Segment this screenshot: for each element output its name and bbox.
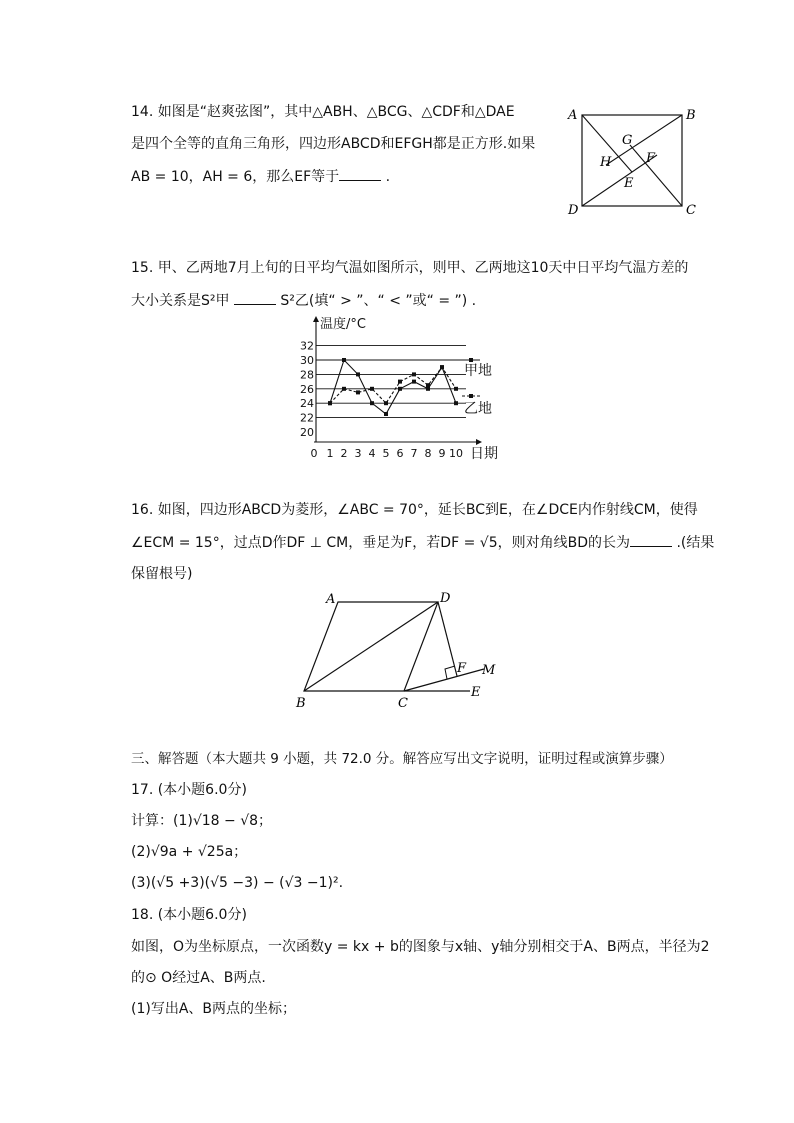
y-tick-label: 30 <box>300 354 314 367</box>
segment-df <box>438 602 457 676</box>
q17-part2: (2)√9a + √25a； <box>131 844 248 860</box>
data-point <box>398 387 402 391</box>
data-point <box>398 380 402 384</box>
x-tick-label: 0 <box>310 447 318 460</box>
label-e: E <box>624 176 634 191</box>
label-e: E <box>471 685 481 700</box>
legend-label: 甲地 <box>464 363 492 379</box>
x-tick-label: 5 <box>382 447 390 460</box>
label-d: D <box>568 203 579 218</box>
data-point <box>454 401 458 405</box>
q16-line2 <box>131 532 714 553</box>
label-f: F <box>646 151 656 166</box>
q16-line2-end: .(结果 <box>672 535 715 551</box>
data-point <box>426 387 430 391</box>
label-c: C <box>398 696 408 711</box>
label-a: A <box>568 108 578 123</box>
data-point <box>356 390 360 394</box>
label-a: A <box>326 592 336 607</box>
series-line-jia <box>330 360 456 414</box>
x-axis-title: 日期 <box>470 446 498 462</box>
q17-part3: (3)(√5 +3)(√5 −3) − (√3 −1)². <box>131 875 344 891</box>
label-g: G <box>622 133 633 148</box>
label-f: F <box>457 661 467 676</box>
series-line-yi <box>330 367 456 403</box>
segment-bh <box>606 115 682 165</box>
x-tick-label: 8 <box>424 447 432 460</box>
data-point <box>342 358 346 362</box>
data-point <box>370 387 374 391</box>
diagonal-bd <box>304 602 438 691</box>
data-point <box>356 372 360 376</box>
q14-line1: 14. 如图是“赵爽弦图”，其中△ABH、△BCG、△CDF和△DAE <box>131 104 515 120</box>
x-axis-arrow <box>476 439 482 445</box>
q18-line2: 的⊙ O经过A、B两点. <box>131 970 266 986</box>
q14-line3-text: AB = 10，AH = 6，那么EF等于 <box>131 169 340 185</box>
q14-line3-end: . <box>381 169 391 185</box>
q16-line1: 16. 如图，四边形ABCD为菱形，∠ABC = 70°，延长BC到E，在∠DCE内作射线CM，使得 <box>131 502 698 518</box>
q14-line2: 是四个全等的直角三角形，四边形ABCD和EFGH都是正方形.如果 <box>131 136 536 152</box>
q16-line3: 保留根号) <box>131 566 193 582</box>
data-point <box>440 365 444 369</box>
y-axis-arrow <box>313 316 319 322</box>
label-c: C <box>686 203 696 218</box>
data-point <box>412 372 416 376</box>
y-tick-label: 26 <box>300 382 314 396</box>
y-tick-label: 32 <box>300 339 314 353</box>
segment-cg <box>630 145 682 206</box>
x-tick-label: 6 <box>396 447 404 460</box>
legend-marker <box>469 358 473 362</box>
x-tick-label: 10 <box>449 447 463 460</box>
q15-line2-text: 大小关系是S²甲 <box>131 293 234 309</box>
data-point <box>454 387 458 391</box>
chart-marks <box>328 358 492 417</box>
q18-part1: (1)写出A、B两点的坐标； <box>131 1001 297 1017</box>
y-tick-label: 22 <box>300 411 314 425</box>
data-point <box>328 401 332 405</box>
q18-line1: 如图，O为坐标原点，一次函数y = kx + b的图象与x轴、y轴分别相交于A、B两点，半径为2 <box>131 939 710 955</box>
q16-line2-text: ∠ECM = 15°，过点D作DF ⊥ CM，垂足为F，若DF = √5，则对角线BD的长为 <box>131 535 630 551</box>
q15-line2 <box>131 290 476 311</box>
legend-marker <box>469 394 473 398</box>
x-tick-label: 1 <box>326 447 334 460</box>
y-tick-label: 24 <box>300 397 314 411</box>
label-d: D <box>440 591 451 606</box>
answer-blank[interactable] <box>339 166 381 181</box>
data-point <box>370 401 374 405</box>
outer-square <box>582 115 682 206</box>
rhombus-figure <box>290 588 510 713</box>
legend-label: 乙地 <box>464 401 492 417</box>
data-point <box>412 380 416 384</box>
q14-line3 <box>131 166 390 187</box>
zhao-shuang-figure <box>560 100 700 220</box>
x-tick-label: 7 <box>410 447 418 460</box>
data-point <box>426 383 430 387</box>
q18-title: 18. (本小题6.0分) <box>131 907 247 923</box>
q15-line2-end: S²乙(填“ > ”、“ < ”或“ = ”) . <box>275 293 477 309</box>
label-b: B <box>296 696 306 711</box>
temperature-chart <box>292 314 512 464</box>
label-b: B <box>686 108 696 123</box>
label-m: M <box>482 663 496 678</box>
x-tick-label: 3 <box>354 447 362 460</box>
q17-title: 17. (本小题6.0分) <box>131 782 247 798</box>
x-tick-label: 4 <box>368 447 376 460</box>
x-tick-label: 9 <box>438 447 446 460</box>
data-point <box>342 387 346 391</box>
q15-line1: 15. 甲、乙两地7月上旬的日平均气温如图所示，则甲、乙两地这10天中日平均气温方差的 <box>131 260 689 276</box>
label-h: H <box>600 155 612 170</box>
y-axis-title: 温度/°C <box>320 317 366 332</box>
data-point <box>384 401 388 405</box>
q17-part1: 计算：(1)√18 − √8； <box>131 813 273 829</box>
section-heading: 三、解答题（本大题共 9 小题，共 72.0 分。解答应写出文字说明，证明过程或演算步骤） <box>131 751 673 767</box>
answer-blank[interactable] <box>234 290 276 305</box>
answer-blank[interactable] <box>630 532 672 547</box>
x-tick-label: 2 <box>340 447 348 460</box>
y-tick-label: 20 <box>300 426 314 439</box>
y-tick-label: 28 <box>300 368 314 382</box>
data-point <box>384 412 388 416</box>
